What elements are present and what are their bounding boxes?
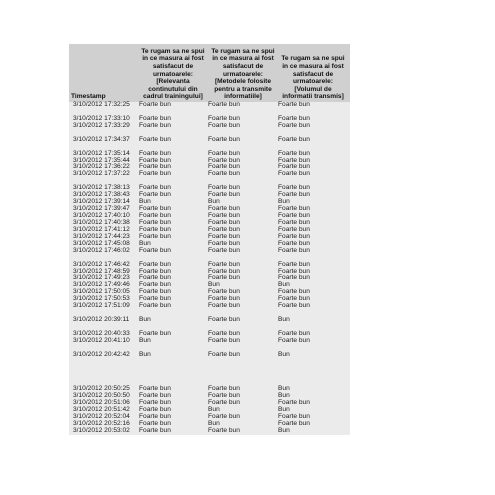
relevanta-cell[interactable]: Foarte bun [139,246,171,254]
metodele-cell[interactable]: Bun [208,420,220,428]
volumul-cell[interactable]: Bun [278,316,290,324]
timestamp-cell[interactable]: 3/10/2012 17:49:23 [73,274,130,282]
volumul-cell[interactable]: Bun [278,385,290,393]
volumul-cell[interactable]: Bun [278,350,290,358]
table-row [69,428,350,435]
volumul-cell[interactable]: Foarte bun [278,156,310,164]
metodele-cell[interactable]: Foarte bun [208,149,240,157]
timestamp-cell[interactable]: 3/10/2012 17:39:14 [73,198,130,206]
volumul-cell[interactable]: Foarte bun [278,399,310,407]
volumul-cell[interactable]: Foarte bun [278,336,310,344]
volumul-cell[interactable]: Bun [278,281,290,289]
table-row [69,352,350,359]
volumul-cell[interactable]: Foarte bun [278,413,310,421]
table-row [69,123,350,130]
volumul-cell[interactable]: Foarte bun [278,135,310,143]
metodele-cell[interactable]: Foarte bun [208,114,240,122]
metodele-cell[interactable]: Foarte bun [208,302,240,310]
relevanta-cell[interactable]: Bun [139,350,151,358]
relevanta-cell[interactable]: Foarte bun [139,212,171,219]
metodele-cell[interactable]: Foarte bun [208,336,240,344]
volumul-cell[interactable]: Bun [278,198,290,206]
relevanta-cell[interactable]: Foarte bun [139,413,171,421]
table-row [69,137,350,144]
metodele-cell[interactable]: Foarte bun [208,184,240,192]
relevanta-cell[interactable]: Foarte bun [139,267,171,275]
relevanta-cell[interactable]: Foarte bun [139,288,171,296]
relevanta-cell[interactable]: Bun [139,336,151,344]
relevanta-cell[interactable]: Foarte bun [139,420,171,428]
relevanta-cell[interactable]: Foarte bun [139,225,171,233]
volumul-cell[interactable]: Foarte bun [278,184,310,192]
volumul-cell[interactable]: Foarte bun [278,121,310,129]
metodele-cell[interactable]: Foarte bun [208,232,240,240]
volumul-cell[interactable]: Foarte bun [278,267,310,275]
relevanta-cell[interactable]: Foarte bun [139,392,171,400]
timestamp-cell[interactable]: 3/10/2012 20:50:25 [73,385,130,393]
timestamp-cell[interactable]: 3/10/2012 17:48:59 [73,267,130,275]
relevanta-cell[interactable]: Foarte bun [139,170,171,178]
table-row [69,366,350,373]
timestamp-cell[interactable]: 3/10/2012 17:40:38 [73,218,130,226]
relevanta-cell[interactable]: Foarte bun [139,149,171,157]
relevanta-cell[interactable]: Foarte bun [139,184,171,192]
volumul-cell[interactable]: Foarte bun [278,101,310,108]
volumul-cell[interactable]: Foarte bun [278,260,310,268]
header-timestamp[interactable]: Timestamp [71,93,106,101]
relevanta-cell[interactable]: Foarte bun [139,101,171,108]
metodele-cell[interactable]: Foarte bun [208,399,240,407]
timestamp-cell[interactable]: 3/10/2012 20:51:06 [73,399,130,407]
table-row [69,338,350,345]
metodele-cell[interactable]: Bun [208,281,220,289]
timestamp-cell[interactable]: 3/10/2012 17:46:02 [73,246,130,254]
relevanta-cell[interactable]: Foarte bun [139,399,171,407]
relevanta-cell[interactable]: Foarte bun [139,218,171,226]
relevanta-cell[interactable]: Foarte bun [139,329,171,337]
metodele-cell[interactable]: Foarte bun [208,205,240,213]
timestamp-cell[interactable]: 3/10/2012 20:52:04 [73,413,130,421]
timestamp-cell[interactable]: 3/10/2012 17:40:10 [73,212,130,219]
table-row [69,303,350,310]
timestamp-cell[interactable]: 3/10/2012 17:38:13 [73,184,130,192]
timestamp-cell[interactable]: 3/10/2012 20:42:42 [73,350,130,358]
metodele-cell[interactable]: Foarte bun [208,246,240,254]
relevanta-cell[interactable]: Foarte bun [139,302,171,310]
timestamp-cell[interactable]: 3/10/2012 17:51:09 [73,302,130,310]
timestamp-cell[interactable]: 3/10/2012 20:53:02 [73,427,130,435]
timestamp-cell[interactable]: 3/10/2012 17:49:46 [73,281,130,289]
volumul-cell[interactable]: Foarte bun [278,163,310,171]
table-row [69,317,350,324]
table-row [69,171,350,178]
timestamp-cell[interactable]: 3/10/2012 20:51:42 [73,406,130,414]
volumul-cell[interactable]: Foarte bun [278,329,310,337]
timestamp-cell[interactable]: 3/10/2012 17:33:10 [73,114,130,122]
relevanta-cell[interactable]: Bun [139,198,151,206]
volumul-cell[interactable]: Foarte bun [278,420,310,428]
relevanta-cell[interactable]: Foarte bun [139,135,171,143]
relevanta-cell[interactable]: Foarte bun [139,385,171,393]
metodele-cell[interactable]: Foarte bun [208,413,240,421]
relevanta-cell[interactable]: Foarte bun [139,114,171,122]
timestamp-cell[interactable]: 3/10/2012 20:41:10 [73,336,130,344]
relevanta-cell[interactable]: Foarte bun [139,260,171,268]
volumul-cell[interactable]: Foarte bun [278,191,310,199]
volumul-cell[interactable]: Foarte bun [278,232,310,240]
relevanta-cell[interactable]: Bun [139,316,151,324]
relevanta-cell[interactable]: Foarte bun [139,274,171,282]
volumul-cell[interactable]: Bun [278,392,290,400]
metodele-cell[interactable]: Foarte bun [208,316,240,324]
metodele-cell[interactable]: Foarte bun [208,267,240,275]
timestamp-cell[interactable]: 3/10/2012 17:38:43 [73,191,130,199]
metodele-cell[interactable]: Foarte bun [208,225,240,233]
metodele-cell[interactable]: Foarte bun [208,170,240,178]
metodele-cell[interactable]: Foarte bun [208,135,240,143]
volumul-cell[interactable]: Bun [278,406,290,414]
metodele-cell[interactable]: Foarte bun [208,101,240,108]
volumul-cell[interactable]: Foarte bun [278,114,310,122]
metodele-cell[interactable]: Foarte bun [208,385,240,393]
timestamp-cell[interactable]: 3/10/2012 17:50:53 [73,295,130,303]
metodele-cell[interactable]: Foarte bun [208,218,240,226]
metodele-cell[interactable]: Foarte bun [208,295,240,303]
metodele-cell[interactable]: Foarte bun [208,121,240,129]
relevanta-cell[interactable]: Foarte bun [139,121,171,129]
table-row [69,359,350,366]
timestamp-cell[interactable]: 3/10/2012 20:52:16 [73,420,130,428]
timestamp-cell[interactable]: 3/10/2012 17:35:44 [73,156,130,164]
relevanta-cell[interactable]: Foarte bun [139,163,171,171]
timestamp-cell[interactable]: 3/10/2012 17:34:37 [73,135,130,143]
table-body [69,102,350,435]
volumul-cell[interactable]: Foarte bun [278,149,310,157]
metodele-cell[interactable]: Foarte bun [208,350,240,358]
timestamp-cell[interactable]: 3/10/2012 17:33:29 [73,121,130,129]
timestamp-cell[interactable]: 3/10/2012 17:46:42 [73,260,130,268]
timestamp-cell[interactable]: 3/10/2012 17:39:47 [73,205,130,213]
header-metodele-folosite[interactable]: Te rugam sa ne spui in ce masura ai fost satisfacut de urmatoarele: [Metodele folosite pentru a transmite informatiile] [211,47,275,101]
metodele-cell[interactable]: Foarte bun [208,260,240,268]
volumul-cell[interactable]: Foarte bun [278,218,310,226]
volumul-cell[interactable]: Foarte bun [278,205,310,213]
timestamp-cell[interactable]: 3/10/2012 17:41:12 [73,225,130,233]
timestamp-cell[interactable]: 3/10/2012 17:35:14 [73,149,130,157]
metodele-cell[interactable]: Foarte bun [208,156,240,164]
timestamp-cell[interactable]: 3/10/2012 17:32:25 [73,101,130,108]
timestamp-cell[interactable]: 3/10/2012 17:37:22 [73,170,130,178]
table-row [69,102,350,109]
volumul-cell[interactable]: Foarte bun [278,295,310,303]
relevanta-cell[interactable]: Bun [139,239,151,247]
table-row [69,248,350,255]
relevanta-cell[interactable]: Foarte bun [139,427,171,435]
timestamp-cell[interactable]: 3/10/2012 17:36:22 [73,163,130,171]
metodele-cell[interactable]: Foarte bun [208,427,240,435]
metodele-cell[interactable]: Foarte bun [208,392,240,400]
timestamp-cell[interactable]: 3/10/2012 20:50:50 [73,392,130,400]
table-row [69,373,350,380]
volumul-cell[interactable]: Foarte bun [278,288,310,296]
metodele-cell[interactable]: Bun [208,198,220,206]
volumul-cell[interactable]: Foarte bun [278,274,310,282]
relevanta-cell[interactable]: Foarte bun [139,191,171,199]
metodele-cell[interactable]: Foarte bun [208,288,240,296]
metodele-cell[interactable]: Bun [208,406,220,414]
volumul-cell[interactable]: Foarte bun [278,170,310,178]
volumul-cell[interactable]: Bun [278,427,290,435]
relevanta-cell[interactable]: Foarte bun [139,156,171,164]
volumul-cell[interactable]: Foarte bun [278,246,310,254]
timestamp-cell[interactable]: 3/10/2012 20:40:33 [73,329,130,337]
relevanta-cell[interactable]: Foarte bun [139,406,171,414]
volumul-cell[interactable]: Foarte bun [278,225,310,233]
timestamp-cell[interactable]: 3/10/2012 17:44:23 [73,232,130,240]
timestamp-cell[interactable]: 3/10/2012 20:39:11 [73,316,130,324]
header-relevanta-continutului[interactable]: Te rugam sa ne spui in ce masura ai fost satisfacut de urmatoarele: [Relevanta continutului din cadrul trainingului] [141,47,205,101]
metodele-cell[interactable]: Foarte bun [208,163,240,171]
timestamp-cell[interactable]: 3/10/2012 17:50:05 [73,288,130,296]
relevanta-cell[interactable]: Foarte bun [139,295,171,303]
metodele-cell[interactable]: Foarte bun [208,212,240,219]
header-row [69,44,350,102]
relevanta-cell[interactable]: Foarte bun [139,281,171,289]
volumul-cell[interactable]: Foarte bun [278,239,310,247]
relevanta-cell[interactable]: Foarte bun [139,205,171,213]
metodele-cell[interactable]: Foarte bun [208,274,240,282]
relevanta-cell[interactable]: Foarte bun [139,232,171,240]
spreadsheet-table [69,44,350,435]
volumul-cell[interactable]: Foarte bun [278,212,310,219]
timestamp-cell[interactable]: 3/10/2012 17:45:08 [73,239,130,247]
header-volumul-de-informatii[interactable]: Te rugam sa ne spui in ce masura ai fost satisfacut de urmatoarele: [Volumul de informatii transmis] [281,55,345,101]
metodele-cell[interactable]: Foarte bun [208,191,240,199]
volumul-cell[interactable]: Foarte bun [278,302,310,310]
metodele-cell[interactable]: Foarte bun [208,239,240,247]
metodele-cell[interactable]: Foarte bun [208,329,240,337]
